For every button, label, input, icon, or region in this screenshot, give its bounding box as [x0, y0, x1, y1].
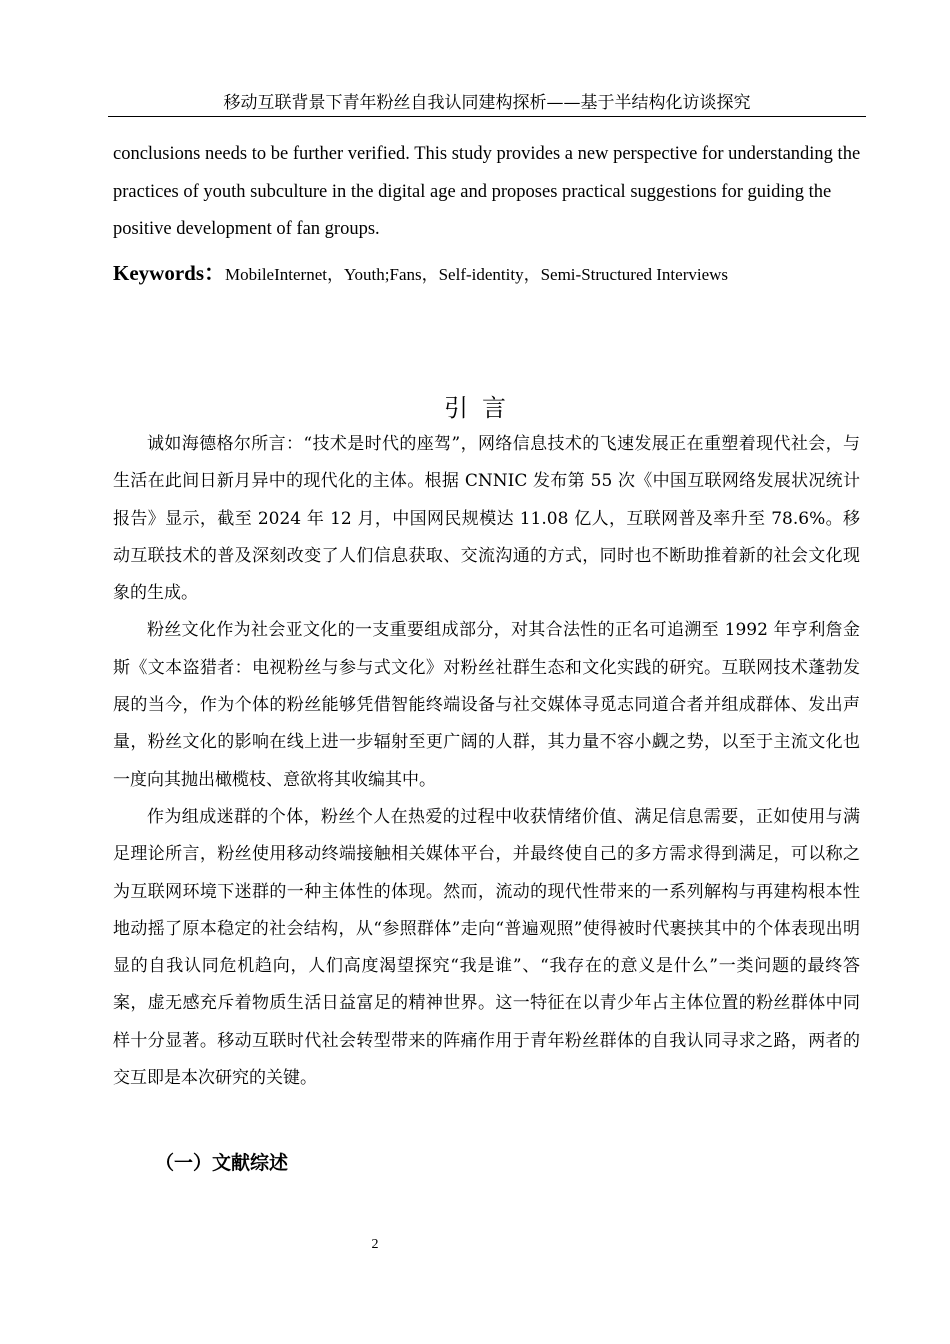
- header-rule: [108, 116, 866, 117]
- body-text: [113, 426, 860, 1097]
- body-paragraph: 作为组成迷群的个体，粉丝个人在热爱的过程中收获情绪价值、满足信息需要，正如使用与满足理论所言，粉丝使用移动终端接触相关媒体平台，并最终使自己的多方需求得到满足，可以称之为互联网环境下迷群的一种主体性的体现。然而，流动的现代性带来的一系列解构与再建构根本性地动摇了原本稳定的社会结构，从“参照群体”走向“普遍观照”使得被时代裹挟其中的个体表现出明显的自我认同危机趋向，人们高度渴望探究“我是谁”、“我存在的意义是什么”一类问题的最终答案，虚无感充斥着物质生活日益富足的精神世界。这一特征在以青少年占主体位置的粉丝群体中同样十分显著。移动互联时代社会转型带来的阵痛作用于青年粉丝群体的自我认同寻求之路，两者的交互即是本次研究的关键。: [113, 806, 860, 1089]
- body-paragraph: 粉丝文化作为社会亚文化的一支重要组成部分，对其合法性的正名可追溯至 1992 年亨利詹金斯《文本盗猎者：电视粉丝与参与式文化》对粉丝社群生态和文化实践的研究。互联网技术蓬勃发展的当今，作为个体的粉丝能够凭借智能终端设备与社交媒体寻觅志同道合者并组成群体、发出声量，粉丝文化的影响在线上进一步辐射至更广阔的人群，其力量不容小觑之势，以至于主流文化也一度向其抛出橄榄枝、意欲将其收编其中。: [113, 620, 860, 790]
- keywords-value: MobileInternet，Youth;Fans，Self-identity，Semi-Structured Interviews: [225, 265, 729, 284]
- keywords-label: Keywords：: [113, 261, 225, 285]
- abstract-continuation: [113, 136, 863, 249]
- body-paragraph: 诚如海德格尔所言：“技术是时代的座驾”，网络信息技术的飞速发展正在重塑着现代社会，与生活在此间日新月异中的现代化的主体。根据 CNNIC 发布第 55 次《中国互联网络发展状况统计报告》显示，截至 2024 年 12 月，中国网民规模达 11.08 亿人，互联网普及率升至 78.6%。移动互联技术的普及深刻改变了人们信息获取、交流沟通的方式，同时也不断助推着新的社会文化现象的生成。: [113, 434, 860, 604]
- subsection-heading: （一）文献综述: [155, 1152, 289, 1174]
- section-title: 引言: [444, 394, 520, 422]
- running-header: 移动互联背景下青年粉丝自我认同建构探析——基于半结构化访谈探究: [223, 93, 751, 113]
- page-number: 2: [371, 1237, 379, 1252]
- abstract-paragraph: conclusions needs to be further verified. This study provides a new perspective for understanding the practices of youth subculture in the digital age and proposes practical suggestions for guiding the positive development of fan groups.: [113, 144, 861, 239]
- keywords-line: [113, 259, 873, 289]
